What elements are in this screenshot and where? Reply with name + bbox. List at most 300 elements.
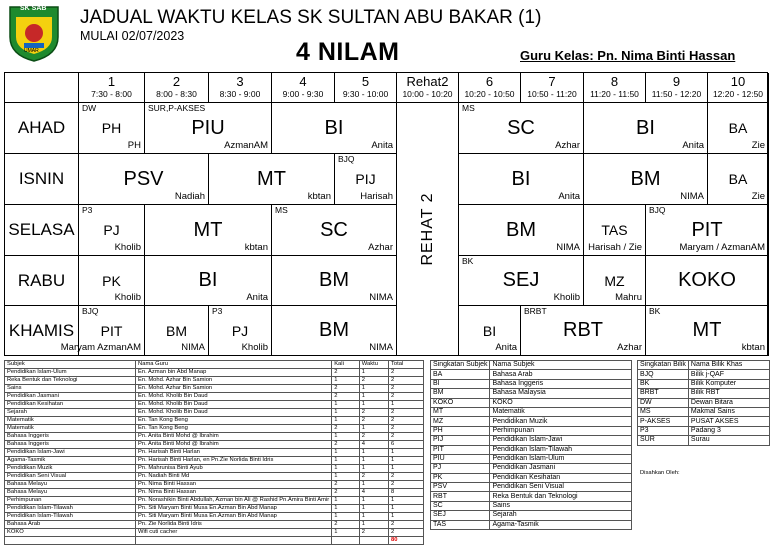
table-cell: Pendidikan Kesihatan (5, 401, 136, 409)
table-cell: 8 (389, 489, 424, 497)
teacher-name: NIMA (369, 342, 393, 353)
table-cell: BA (431, 370, 490, 379)
room-code: BJQ (649, 205, 666, 215)
subject-code: BM (166, 322, 187, 339)
period-number: 4 (299, 74, 307, 89)
period-header (708, 73, 769, 103)
logo-text: SK SAB (20, 5, 47, 12)
table-header: Singkatan Subjek (431, 361, 490, 370)
table-cell: Sains (5, 385, 136, 393)
teacher-name: kbtan (307, 191, 331, 202)
table-row (431, 454, 632, 463)
table-row (5, 489, 424, 497)
period-time: 8:30 - 9:00 (219, 89, 261, 99)
table-cell: 1 (359, 457, 388, 465)
period-header (209, 73, 272, 103)
lesson-cell (584, 103, 708, 154)
table-row (431, 370, 632, 379)
teacher-name: Kholib (114, 242, 141, 253)
table-row (431, 436, 632, 445)
period-time: 9:00 - 9:30 (282, 89, 324, 99)
table-cell: 1 (332, 377, 360, 385)
table-cell: Pendidikan Jasmani (490, 464, 632, 473)
teacher-name: NIMA (181, 342, 205, 353)
table-cell: 2 (332, 369, 360, 377)
table-cell: Pn. Anita Binti Mohd @ Ibrahim (136, 441, 332, 449)
table-cell: Surau (688, 436, 769, 445)
teacher-name: AzmanAM (224, 140, 268, 151)
period-number: 10 (730, 74, 746, 89)
period-number: 6 (485, 74, 494, 89)
rehat-column (397, 103, 459, 356)
table-cell: Pendidikan Islam-Tilawah (5, 513, 136, 521)
table-cell: Pendidikan Seni Visual (5, 473, 136, 481)
lesson-cell (459, 306, 521, 356)
table-cell: Agama-Tasmik (5, 457, 136, 465)
period-number: 2 (172, 74, 181, 89)
period-time: 12:20 - 12:50 (712, 89, 764, 99)
lesson-cell (272, 205, 397, 256)
table-cell: 2 (389, 409, 424, 417)
approved-by-label: Disahkan Oleh: (640, 470, 680, 476)
table-cell: P-AKSES (638, 417, 689, 426)
corner-cell (5, 73, 79, 103)
table-cell: TAS (431, 520, 490, 529)
class-teacher: Guru Kelas: Pn. Nima Binti Hassan (520, 48, 736, 63)
room-code: BK (649, 306, 661, 316)
table-cell (359, 537, 388, 545)
room-code: SUR,P-AKSES (148, 103, 206, 113)
table-cell: Pn. Nima Binti Hassan (136, 489, 332, 497)
subject-code: BM (319, 319, 349, 341)
table-cell: 2 (332, 393, 360, 401)
teacher-name: Azhar (617, 342, 642, 353)
lesson-cell (209, 154, 335, 205)
table-cell: Pendidikan Islam-Ulum (490, 454, 632, 463)
table-cell: BJQ (638, 370, 689, 379)
teacher-name: NIMA (556, 242, 580, 253)
table-cell: PIJ (431, 436, 490, 445)
table-cell: 2 (359, 377, 388, 385)
table-cell: 2 (389, 393, 424, 401)
table-cell: Perhimpunan (490, 426, 632, 435)
table-cell (136, 537, 332, 545)
subject-code: KOKO (678, 269, 736, 291)
table-row (638, 436, 770, 445)
table-cell: MT (431, 407, 490, 416)
table-cell: Bahasa Arab (5, 521, 136, 529)
teacher-name: Zie (751, 140, 765, 151)
table-row (431, 379, 632, 388)
table-cell: 2 (332, 425, 360, 433)
teacher-name: Anita (682, 140, 704, 151)
table-cell: Sejarah (5, 409, 136, 417)
teacher-name: NIMA (680, 191, 704, 202)
table-cell: MZ (431, 417, 490, 426)
table-cell: 2 (332, 521, 360, 529)
table-cell: MS (638, 407, 689, 416)
lesson-cell (145, 256, 272, 306)
teacher-name: kbtan (244, 242, 268, 253)
subject-code: BI (482, 322, 497, 339)
table-cell (332, 537, 360, 545)
table-cell: Wifi cuti cacher (136, 529, 332, 537)
table-row (5, 481, 424, 489)
table-cell: Bahasa Melayu (5, 481, 136, 489)
table-row (5, 441, 424, 449)
lesson-cell (145, 205, 272, 256)
room-code: BJQ (338, 154, 355, 164)
subject-code: RBT (563, 319, 603, 341)
table-cell: 2 (332, 489, 360, 497)
table-row (431, 398, 632, 407)
table-cell: Pendidikan Seni Visual (490, 483, 632, 492)
table-cell: Pendidikan Islam-Ulum (5, 369, 136, 377)
table-row (5, 401, 424, 409)
table-cell: Matematik (5, 417, 136, 425)
table-header: Nama Guru (136, 361, 332, 369)
period-number: 7 (548, 74, 556, 89)
table-cell: RBT (431, 492, 490, 501)
table-cell: En. Tan Kong Beng (136, 417, 332, 425)
table-cell: KOKO (490, 398, 632, 407)
table-cell: 1 (359, 505, 388, 513)
table-cell: 2 (389, 385, 424, 393)
subject-code: PIU (191, 116, 225, 139)
table-cell: En. Mohd. Kholib Bin Daud (136, 393, 332, 401)
lesson-cell (60, 306, 145, 356)
subject-code: PJ (103, 222, 120, 238)
table-cell: Bilik j-QAF (688, 370, 769, 379)
teacher-name: kbtan (741, 342, 765, 353)
table-row (5, 465, 424, 473)
table-header: Total (389, 361, 424, 369)
subject-code: BI (198, 269, 218, 291)
room-code: BJQ (82, 306, 99, 316)
subject-code: BI (511, 167, 531, 190)
table-cell: 2 (389, 377, 424, 385)
room-code: MS (275, 205, 288, 215)
lesson-cell (646, 205, 769, 256)
table-cell: En. Mohd. Kholib Bin Daud (136, 401, 332, 409)
table-cell: 2 (389, 433, 424, 441)
period-header (272, 73, 335, 103)
teacher-name: Zie (751, 191, 765, 202)
lesson-cell (584, 154, 708, 205)
table-cell: Pn. Norashikin Binti Abdullah, Azman bin Ali @ Rashid Pn.Amira Binti Amir (136, 497, 332, 505)
table-row (431, 492, 632, 501)
table-cell: Reka Bentuk dan Teknologi (5, 377, 136, 385)
table-row (431, 501, 632, 510)
table-cell: 1 (332, 505, 360, 513)
table-cell: Pendidikan Islam-Tilawah (490, 445, 632, 454)
table-cell: SC (431, 501, 490, 510)
table-row (5, 425, 424, 433)
lesson-cell (209, 306, 272, 356)
period-number: 5 (361, 74, 370, 89)
table-cell: BM (431, 389, 490, 398)
table-cell: 1 (332, 401, 360, 409)
table-cell: 1 (332, 457, 360, 465)
table-cell: SUR (638, 436, 689, 445)
table-cell: 2 (389, 481, 424, 489)
table-cell: 1 (389, 465, 424, 473)
table-header: Subjek (5, 361, 136, 369)
table-cell: PIT (431, 445, 490, 454)
table-cell: 1 (389, 513, 424, 521)
subject-code: PJ (231, 322, 249, 339)
table-row (5, 369, 424, 377)
table-cell: KOKO (5, 529, 136, 537)
teacher-summary-table (4, 360, 424, 545)
table-cell: 2 (332, 481, 360, 489)
table-cell: 2 (332, 441, 360, 449)
lesson-cell (145, 103, 272, 154)
period-time: 10:50 - 11:20 (527, 89, 577, 99)
table-row (5, 497, 424, 505)
teacher-name: Harisah (360, 191, 393, 202)
lesson-cell (335, 154, 397, 205)
table-cell: PSV (431, 483, 490, 492)
table-cell: 1 (359, 369, 388, 377)
table-cell: 1 (332, 497, 360, 505)
table-cell: 1 (359, 521, 388, 529)
period-header (335, 73, 397, 103)
table-row (431, 389, 632, 398)
teacher-name: Kholib (553, 292, 580, 303)
lesson-cell (459, 103, 584, 154)
lesson-cell (145, 306, 209, 356)
table-header: Singkatan Bilik (638, 361, 689, 370)
table-cell: 80 (389, 537, 424, 545)
timetable-grid (4, 72, 768, 356)
table-cell: 1 (332, 473, 360, 481)
table-cell: 1 (359, 481, 388, 489)
table-cell: 2 (359, 409, 388, 417)
table-row (638, 407, 770, 416)
table-cell: Bahasa Inggeris (490, 379, 632, 388)
table-row (431, 445, 632, 454)
table-cell: 1 (332, 417, 360, 425)
day-label: SELASA (5, 205, 79, 256)
table-cell: 1 (389, 505, 424, 513)
table-cell: En. Azman bin Abd Manap (136, 369, 332, 377)
period-time: 10:00 - 10:20 (402, 89, 453, 99)
room-code: BRBT (524, 306, 547, 316)
table-row (638, 417, 770, 426)
table-cell: Perhimpunan (5, 497, 136, 505)
table-cell: 1 (359, 497, 388, 505)
table-cell: SEJ (431, 511, 490, 520)
room-code: BK (462, 256, 474, 266)
period-number: 1 (107, 74, 116, 89)
teacher-name: Maryam / AzmanAM (679, 242, 765, 253)
period-time: 8:00 - 8:30 (156, 89, 197, 99)
table-cell: 2 (332, 385, 360, 393)
teacher-name: Nadiah (174, 191, 205, 202)
start-date: MULAI 02/07/2023 (80, 29, 185, 43)
table-cell: PK (431, 473, 490, 482)
table-cell: 2 (359, 529, 388, 537)
teacher-name: Anita (371, 140, 393, 151)
table-cell: 1 (332, 465, 360, 473)
table-cell: 2 (359, 417, 388, 425)
table-cell: Makmal Sains (688, 407, 769, 416)
subject-code: MT (692, 319, 722, 341)
logo-bottom-text: UMAR (24, 48, 39, 54)
subject-code: PIJ (355, 171, 376, 187)
table-cell: Matematik (490, 407, 632, 416)
teacher-name: Anita (246, 292, 268, 303)
table-cell: Padang 3 (688, 426, 769, 435)
subject-abbreviation-table (430, 360, 632, 530)
table-cell: Pn. Nima Binti Hassan (136, 481, 332, 489)
table-cell: 1 (359, 449, 388, 457)
table-header: Waktu (359, 361, 388, 369)
table-cell: P3 (638, 426, 689, 435)
period-time: 9:30 - 10:00 (342, 89, 389, 99)
table-cell: Reka Bentuk dan Teknologi (490, 492, 632, 501)
table-cell: 1 (332, 449, 360, 457)
period-header (584, 73, 646, 103)
day-label: RABU (5, 256, 79, 306)
table-row (5, 505, 424, 513)
table-row (5, 521, 424, 529)
table-cell: 1 (389, 497, 424, 505)
table-cell: BRBT (638, 389, 689, 398)
table-row (638, 370, 770, 379)
table-cell: 2 (359, 473, 388, 481)
table-row (5, 513, 424, 521)
table-cell: Pn. Zie Norlida Binti Idris (136, 521, 332, 529)
period-number: 9 (672, 74, 681, 89)
period-header (521, 73, 584, 103)
table-row (5, 457, 424, 465)
table-row (5, 473, 424, 481)
teacher-name: Azhar (555, 140, 580, 151)
subject-code: BI (324, 116, 344, 139)
table-cell: 1 (332, 513, 360, 521)
table-header: Nama Subjek (490, 361, 632, 370)
lesson-cell (521, 306, 646, 356)
subject-code: BM (319, 269, 349, 291)
table-cell (5, 537, 136, 545)
table-cell: Sejarah (490, 511, 632, 520)
table-cell: Pendidikan Muzik (490, 417, 632, 426)
table-cell: Pn. Anita Binti Mohd @ Ibrahim (136, 433, 332, 441)
lesson-cell (272, 306, 397, 356)
lesson-cell (272, 256, 397, 306)
lesson-cell (79, 154, 209, 205)
class-name: 4 NILAM (296, 38, 400, 66)
lesson-cell (459, 154, 584, 205)
subject-code: BA (728, 120, 748, 136)
room-code: P3 (212, 306, 223, 316)
table-cell: 1 (359, 465, 388, 473)
table-cell: 2 (389, 529, 424, 537)
table-cell: Pn. Mahrunisa Binti Ayub (136, 465, 332, 473)
table-row (5, 449, 424, 457)
table-cell: Pendidikan Muzik (5, 465, 136, 473)
period-time: 7:30 - 8:00 (91, 89, 132, 99)
table-cell: 4 (359, 441, 388, 449)
lesson-cell (79, 205, 145, 256)
teacher-name: Anita (495, 342, 517, 353)
room-code: MS (462, 103, 475, 113)
table-row (5, 433, 424, 441)
period-time: 10:20 - 10:50 (464, 89, 515, 99)
table-cell: 1 (359, 393, 388, 401)
table-cell: Bilik Komputer (688, 379, 769, 388)
lesson-cell (459, 256, 584, 306)
lesson-cell (646, 306, 769, 356)
subject-code: SC (320, 218, 348, 241)
lesson-cell (459, 205, 584, 256)
table-cell: Bahasa Melayu (5, 489, 136, 497)
table-cell: Bilik RBT (688, 389, 769, 398)
subject-code: BI (636, 116, 655, 139)
table-cell: 2 (389, 425, 424, 433)
teacher-name: PH (127, 140, 141, 151)
table-cell: Pendidikan Islam-Jawi (490, 436, 632, 445)
table-cell: 2 (389, 473, 424, 481)
lesson-cell (272, 103, 397, 154)
period-time: 11:50 - 12:20 (651, 89, 702, 99)
table-cell: 1 (389, 449, 424, 457)
subject-code: MT (193, 218, 223, 241)
table-cell: 2 (389, 417, 424, 425)
table-cell: Pendidikan Islam-Jawi (5, 449, 136, 457)
teacher-name: NIMA (369, 292, 393, 303)
table-cell: PIU (431, 454, 490, 463)
table-row (638, 426, 770, 435)
subject-code: BM (630, 167, 661, 190)
table-row (431, 473, 632, 482)
table-cell: Pendidikan Islam-Tilawah (5, 505, 136, 513)
room-code: DW (82, 103, 97, 113)
period-time: 11:20 - 11:50 (590, 89, 639, 99)
table-cell: 1 (332, 409, 360, 417)
subject-code: PK (102, 272, 121, 289)
subject-code: PSV (123, 167, 164, 190)
table-row (5, 385, 424, 393)
table-row (5, 529, 424, 537)
period-header (79, 73, 145, 103)
table-cell: Matematik (5, 425, 136, 433)
period-header (145, 73, 209, 103)
table-row (431, 483, 632, 492)
table-cell: PH (431, 426, 490, 435)
table-cell: Sains (490, 501, 632, 510)
teacher-name: Maryam AzmanAM (60, 342, 141, 353)
table-cell: Bahasa Malaysia (490, 389, 632, 398)
table-row (5, 377, 424, 385)
table-cell: En. Mohd. Azhar Bin Samion (136, 377, 332, 385)
table-cell: BK (638, 379, 689, 388)
rehat-label: REHAT 2 (418, 192, 436, 266)
table-cell: 1 (359, 401, 388, 409)
table-cell: 1 (359, 513, 388, 521)
room-abbreviation-table (637, 360, 770, 446)
table-cell: Pn. Nadiah Binti Md (136, 473, 332, 481)
table-row (5, 409, 424, 417)
table-cell: Bahasa Inggeris (5, 433, 136, 441)
period-header (397, 73, 459, 103)
lesson-cell (708, 103, 769, 154)
table-cell: 2 (389, 521, 424, 529)
teacher-name: Kholib (114, 292, 141, 303)
lesson-cell (646, 256, 769, 306)
